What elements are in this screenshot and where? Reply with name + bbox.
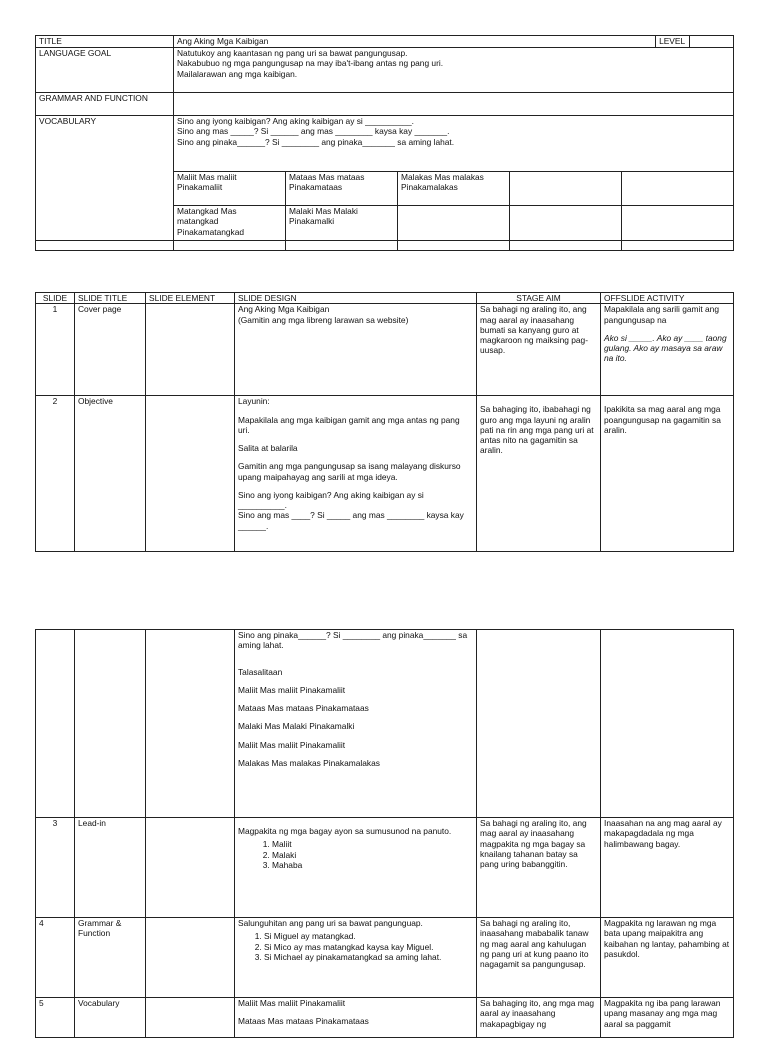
design-line: Magpakita ng mga bagay ayon sa sumusunod na panuto. (238, 826, 452, 836)
offslide-example: Ako si _____. Ako ay ____ taong gulang. Ako ay masaya sa araw na ito. (604, 332, 727, 364)
slide-title (75, 630, 146, 818)
design-line: Gamitin ang mga pangungusap sa isang malayang diskurso upang maipahayag ang sarili at mga ideya. (238, 461, 461, 482)
vocab-word-cell (286, 206, 398, 241)
design-heading: Layunin: (238, 396, 270, 407)
empty-cell (286, 241, 398, 251)
list-item: 2. Si Mico ay mas matangkad kaysa kay Miguel. (264, 942, 473, 952)
list-item: 1. Maliit (272, 839, 473, 849)
slide-design (235, 998, 477, 1038)
slide-title: Vocabulary (75, 998, 146, 1038)
slide-element (146, 396, 235, 552)
vocab-word: Matangkad Mas (177, 206, 237, 216)
empty-cell (174, 241, 286, 251)
vocab-word-cell (286, 172, 398, 206)
vocab-line: Malakas Mas malakas Pinakamalakas (238, 757, 380, 768)
list-item: 3. Si Michael ay pinakamatangkad sa aming lahat. (264, 952, 473, 962)
vocabulary-heading: Talasalitaan (238, 666, 283, 677)
title-label: TITLE (36, 36, 174, 48)
vocab-word: Maliit Mas maliit (177, 172, 237, 182)
vocab-word: Pinakamaliit (177, 182, 223, 193)
slide-plan-table (35, 292, 734, 552)
slide-element (146, 918, 235, 998)
offslide-activity: Inaasahan na ang mag aaral ay makapagdadala ng mga halimbawang bagay. (601, 818, 734, 918)
vocab-line: Mataas Mas mataas Pinakamataas (238, 703, 369, 713)
vocab-word: Malaki Mas Malaki (289, 206, 358, 216)
list-item: 2. Malaki (272, 850, 473, 860)
empty-cell (622, 241, 734, 251)
title-value: Ang Aking Mga Kaibigan (174, 36, 656, 48)
vocab-line: Maliit Mas maliit Pinakamaliit (238, 739, 346, 750)
vocab-word: Pinakamalki (289, 216, 335, 227)
empty-cell (36, 241, 174, 251)
design-list (238, 931, 473, 962)
table-row (36, 396, 734, 552)
slide-number: 1 (36, 304, 75, 396)
language-goal-value (174, 48, 734, 93)
stage-aim: Sa bahagi ng araling ito, ang mag aaral ay inaasahang magpakita ng mga bagay sa knailang tahanan batay sa pang uring babanggitin. (477, 818, 601, 918)
design-list (238, 839, 473, 870)
grammar-value (174, 93, 734, 116)
stage-aim: Sa bahagi ng araling ito, inaasahang mababalik tanaw ng mag aaral ang kahulugan ng pang uri at kung paano ito nagagamit sa pangungusap. (477, 918, 601, 998)
slide-design (235, 818, 477, 918)
design-line: Mataas Mas mataas Pinakamataas (238, 1016, 369, 1027)
slide-number: 2 (36, 396, 75, 552)
slide-element (146, 304, 235, 396)
vocab-word-cell (398, 172, 510, 206)
stage-aim (477, 630, 601, 818)
offslide-activity: Magpakita ng iba pang larawan upang masanay ang mga mag aaral sa paggamit (601, 998, 734, 1038)
header-slide-element: SLIDE ELEMENT (146, 293, 235, 304)
design-line: Salunguhitan ang pang uri sa bawat pangunguap. (238, 918, 423, 928)
slide-element (146, 630, 235, 818)
header-slide: SLIDE (36, 293, 75, 304)
stage-aim-text: Sa bahaging ito, ibabahagi ng guro ang mga layuni ng aralin pati na rin ang mga pang uri at antas nito na gagamitin sa aralin. (480, 404, 594, 456)
vocab-word: Pinakamalakas (401, 182, 458, 193)
empty-cell (510, 241, 622, 251)
offslide-activity (601, 304, 734, 396)
vocab-word-cell (398, 206, 510, 241)
list-item: 1. Si Miguel ay matangkad. (264, 931, 473, 941)
design-line: Sino ang iyong kaibigan? Ang aking kaibigan ay si __________. (238, 489, 424, 510)
table-row (36, 918, 734, 998)
design-line: Sino ang pinaka______? Si ________ ang pinaka_______ sa aming lahat. (238, 630, 468, 651)
vocab-word: Pinakamataas (289, 182, 343, 193)
design-line: Ang Aking Mga Kaibigan (238, 304, 330, 315)
slide-design (235, 396, 477, 552)
slide-title: Lead-in (75, 818, 146, 918)
slide-design (235, 304, 477, 396)
slide-plan-table-continued (35, 629, 734, 1038)
list-item: 3. Mahaba (272, 860, 473, 870)
vocab-sentence: Sino ang pinaka______? Si ________ ang pinaka_______ sa aming lahat. (177, 136, 455, 147)
table-row (36, 630, 734, 818)
stage-aim: Sa bahagi ng araling ito, ang mag aaral ay inaasahang bumati sa kanyang guro at magkaroon ng maiksing pag-uusap. (477, 304, 601, 396)
vocab-line: Maliit Mas maliit Pinakamaliit (238, 684, 346, 695)
vocab-word-cell (510, 172, 622, 206)
vocab-word-cell (622, 206, 734, 241)
stage-aim: Sa bahaging ito, ang mga mag aaral ay inaasahang makapagbigay ng (477, 998, 601, 1038)
vocab-sentence: Sino ang mas _____? Si ______ ang mas ________ kaysa kay _______. (177, 126, 450, 137)
vocab-line: Malaki Mas Malaki Pinakamalki (238, 721, 355, 732)
table-row (36, 998, 734, 1038)
vocab-word: Malakas Mas malakas (401, 172, 484, 182)
slide-number: 3 (36, 818, 75, 918)
header-slide-title: SLIDE TITLE (75, 293, 146, 304)
level-label: LEVEL (656, 36, 690, 48)
vocab-word-cell (622, 172, 734, 206)
header-offslide-activity: OFFSLIDE ACTIVITY (601, 293, 734, 304)
table-row (36, 818, 734, 918)
header-stage-aim: STAGE AIM (477, 293, 601, 304)
design-line: Mapakilala ang mga kaibigan gamit ang mga antas ng pang uri. (238, 414, 460, 435)
language-goal-line: Mailalarawan ang mga kaibigan. (177, 68, 298, 79)
stage-aim (477, 396, 601, 552)
slide-title: Cover page (75, 304, 146, 396)
empty-cell (398, 241, 510, 251)
design-line: Maliit Mas maliit Pinakamaliit (238, 998, 346, 1008)
slide-design (235, 918, 477, 998)
language-goal-line: Natutukoy ang kaantasan ng pang uri sa bawat pangungusap. (177, 48, 408, 58)
slide-number: 4 (36, 918, 75, 998)
offslide-text: Ipakikita sa mag aaral ang mga poangungusap na gagamitin sa aralin. (604, 404, 721, 435)
vocabulary-sentences (174, 116, 734, 172)
vocab-word: Pinakamatangkad (177, 226, 245, 237)
vocabulary-label: VOCABULARY (36, 116, 174, 241)
lesson-info-table (35, 35, 734, 251)
slide-title: Grammar & Function (75, 918, 146, 998)
offslide-activity: Magpakita ng larawan ng mga bata upang maipakitra ang kaibahan ng lantay, pahambing at pasukdol. (601, 918, 734, 998)
vocab-word-cell (174, 206, 286, 241)
vocab-word: matangkad (177, 216, 219, 227)
header-slide-design: SLIDE DESIGN (235, 293, 477, 304)
vocab-word-cell (174, 172, 286, 206)
grammar-label: GRAMMAR AND FUNCTION (36, 93, 174, 116)
design-line: Salita at balarila (238, 443, 298, 453)
slide-number (36, 630, 75, 818)
vocab-sentence: Sino ang iyong kaibigan? Ang aking kaibigan ay si __________. (177, 116, 415, 126)
vocab-word-cell (510, 206, 622, 241)
offslide-text: Mapakilala ang sarili gamit ang pangungusap na (604, 304, 719, 325)
slide-design (235, 630, 477, 818)
design-line: (Gamitin ang mga libreng larawan sa website) (238, 314, 409, 325)
table-row (36, 304, 734, 396)
slide-element (146, 818, 235, 918)
slide-number: 5 (36, 998, 75, 1038)
offslide-activity (601, 630, 734, 818)
slide-element (146, 998, 235, 1038)
level-value (690, 36, 734, 48)
design-line: Sino ang mas ____? Si _____ ang mas ________ kaysa kay ______. (238, 510, 464, 531)
offslide-activity (601, 396, 734, 552)
vocab-word: Mataas Mas mataas (289, 172, 365, 182)
language-goal-line: Nakabubuo ng mga pangungusap na may iba't-ibang antas ng pang uri. (177, 58, 444, 69)
slide-title: Objective (75, 396, 146, 552)
language-goal-label: LANGUAGE GOAL (36, 48, 174, 93)
